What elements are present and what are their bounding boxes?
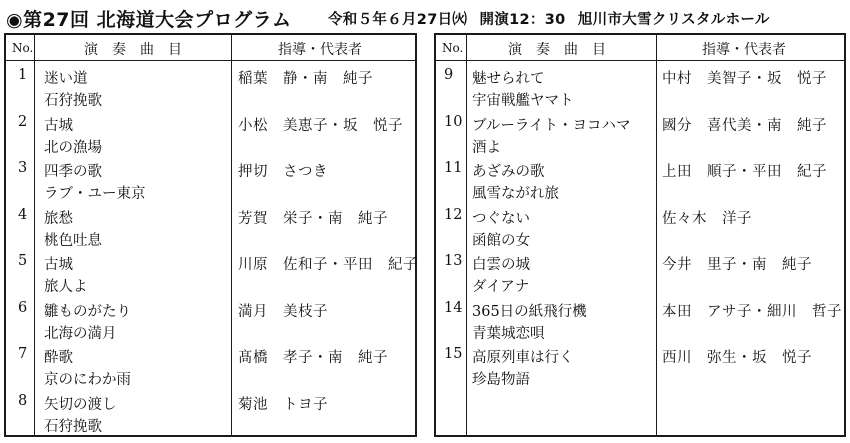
song-title: 青葉城恋唄 — [472, 325, 545, 342]
table-header-row — [436, 35, 844, 61]
event-open-time: 開演12：30 — [479, 12, 566, 28]
table-row — [6, 389, 415, 436]
entry-number: 7 — [18, 346, 28, 362]
program-table-right — [434, 33, 846, 437]
song-title: 石狩挽歌 — [44, 418, 102, 435]
song-title: ラブ・ユー東京 — [44, 186, 146, 202]
song-title: 古城 — [44, 257, 73, 273]
conductor-name: 稲葉 静・南 純子 — [238, 71, 373, 87]
program-header — [6, 5, 846, 31]
song-title: 旅愁 — [44, 210, 73, 227]
song-title: 北海の満月 — [44, 325, 117, 342]
entry-number: 14 — [444, 299, 463, 316]
song-title: 宇宙戦艦ヤマト — [472, 93, 574, 109]
table-row — [436, 203, 844, 250]
table-row — [436, 296, 844, 343]
table-row — [436, 156, 844, 203]
song-title: 古城 — [44, 117, 73, 134]
song-title: ブルーライト・ヨコハマ — [472, 117, 631, 134]
song-title: 魅せられて — [472, 71, 545, 87]
song-title: 函館の女 — [472, 232, 530, 249]
header-conductor: 指導・代表者 — [278, 42, 362, 58]
header-song: 演奏曲目 — [508, 42, 620, 58]
entry-number: 11 — [444, 160, 463, 176]
table-row — [6, 249, 418, 296]
conductor-name: 中村 美智子・坂 悦子 — [662, 71, 827, 87]
program-title: ◉第27回 北海道大会プログラム — [6, 9, 292, 31]
header-no: No. — [442, 41, 464, 55]
header-conductor: 指導・代表者 — [702, 42, 786, 58]
song-title: 雛ものがたり — [44, 303, 131, 320]
song-title: 白雲の城 — [472, 257, 530, 273]
table-row — [6, 110, 415, 157]
entry-number: 13 — [444, 253, 463, 269]
program-table-left — [4, 33, 417, 437]
header-song: 演奏曲目 — [84, 42, 196, 58]
song-title: 旅人よ — [44, 279, 88, 295]
conductor-name: 芳賀 栄子・南 純子 — [238, 210, 388, 227]
entry-number: 3 — [18, 160, 28, 176]
event-info — [328, 8, 777, 29]
entry-number: 8 — [18, 392, 28, 409]
entry-number: 12 — [444, 206, 463, 223]
table-row — [6, 63, 415, 110]
table-row — [6, 296, 415, 343]
entry-number: 2 — [18, 113, 28, 130]
entry-number: 15 — [444, 346, 463, 362]
conductor-name: 川原 佐和子・平田 紀子 — [238, 257, 418, 273]
song-title: 石狩挽歌 — [44, 93, 102, 109]
table-row — [6, 203, 415, 250]
song-title: 酒よ — [472, 139, 501, 156]
conductor-name: 髙橋 孝子・南 純子 — [238, 350, 388, 366]
conductor-name: 西川 弥生・坂 悦子 — [662, 350, 812, 366]
table-row — [436, 342, 844, 389]
conductor-name: 菊池 トヨ子 — [238, 396, 328, 413]
conductor-name: 今井 里子・南 純子 — [662, 257, 812, 273]
entry-number: 4 — [18, 206, 28, 223]
entry-number: 5 — [18, 253, 28, 269]
conductor-name: 小松 美恵子・坂 悦子 — [238, 117, 403, 134]
table-header-row — [6, 35, 415, 61]
conductor-name: 本田 アサ子・細川 哲子 — [662, 303, 842, 320]
entry-number: 10 — [444, 113, 463, 130]
song-title: 北の漁場 — [44, 139, 102, 156]
song-title: 365日の紙飛行機 — [472, 303, 587, 320]
entry-number: 6 — [18, 299, 28, 316]
conductor-name: 佐々木 洋子 — [662, 210, 752, 227]
table-row — [436, 249, 844, 296]
event-date: 令和５年６月27日㈫ — [328, 12, 468, 28]
table-row — [436, 110, 844, 157]
event-venue: 旭川市大雪クリスタルホール — [577, 12, 770, 28]
song-title: あざみの歌 — [472, 164, 545, 180]
table-row — [6, 156, 415, 203]
conductor-name: 満月 美枝子 — [238, 303, 328, 320]
song-title: 京のにわか雨 — [44, 372, 131, 388]
song-title: 珍島物語 — [472, 372, 530, 388]
entry-number: 9 — [444, 67, 454, 83]
song-title: 酔歌 — [44, 350, 73, 366]
table-body-left — [6, 63, 418, 435]
song-title: つぐない — [472, 210, 530, 227]
table-row — [6, 342, 415, 389]
entry-number: 1 — [18, 67, 28, 83]
song-title: 桃色吐息 — [44, 232, 102, 249]
conductor-name: 押切 さつき — [238, 164, 328, 180]
song-title: ダイアナ — [472, 279, 530, 295]
song-title: 矢切の渡し — [44, 396, 117, 413]
song-title: 風雪ながれ旅 — [472, 186, 559, 202]
song-title: 四季の歌 — [44, 164, 102, 180]
header-no: No. — [12, 41, 34, 55]
song-title: 迷い道 — [44, 71, 88, 87]
conductor-name: 上田 順子・平田 紀子 — [662, 164, 827, 180]
table-body-right — [436, 63, 844, 389]
song-title: 高原列車は行く — [472, 350, 574, 366]
table-row — [436, 63, 844, 110]
conductor-name: 國分 喜代美・南 純子 — [662, 117, 827, 134]
